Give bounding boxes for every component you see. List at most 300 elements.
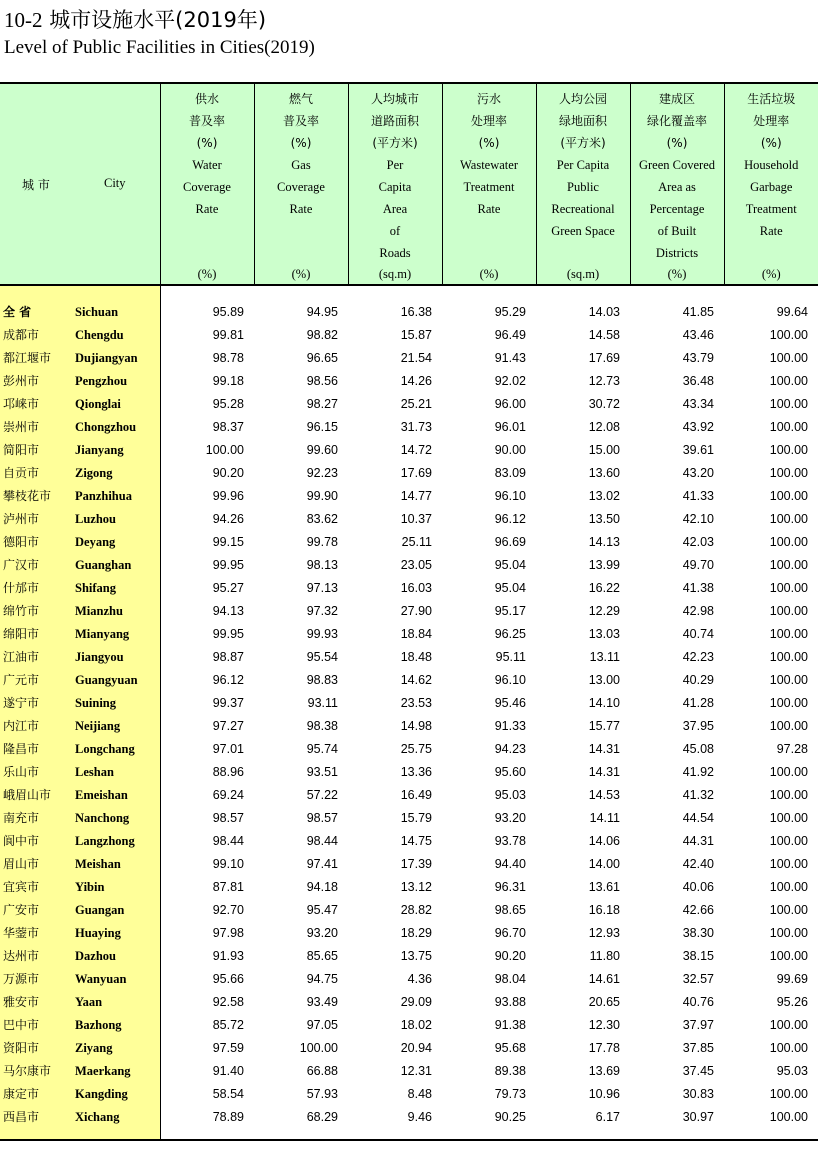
value-cell: 83.09 [494,466,526,480]
value-cell: 16.38 [400,305,432,319]
value-cell: 16.49 [400,788,432,802]
value-cell: 93.88 [494,995,526,1009]
value-cell: 93.51 [306,765,338,779]
value-cell: 97.01 [212,742,244,756]
value-cell: 13.50 [588,512,620,526]
city-name-zh: 乐山市 [3,765,40,779]
column-header [348,83,442,285]
table-row [0,1106,818,1139]
column-header-en-line: Percentage [649,202,705,216]
table-row [0,807,818,830]
value-cell: 91.93 [212,949,244,963]
column-header [630,83,724,285]
value-cell: 98.57 [212,811,244,825]
value-cell: 12.73 [588,374,620,388]
value-cell: 40.74 [682,627,714,641]
value-cell: 90.20 [494,949,526,963]
table-row [0,784,818,807]
value-cell: 14.00 [588,857,620,871]
city-name-zh: 成都市 [3,328,40,342]
city-name-zh: 内江市 [3,719,40,733]
value-cell: 14.10 [588,696,620,710]
value-cell: 98.56 [306,374,338,388]
value-cell: 92.70 [212,903,244,917]
value-cell: 44.54 [682,811,714,825]
bottom-rule [0,1139,818,1141]
value-cell: 12.30 [588,1018,620,1032]
column-header-en-line: Rate [289,202,313,216]
value-cell: 97.59 [212,1041,244,1055]
value-cell: 99.96 [212,489,244,503]
column-header-en-line: Treatment [745,202,797,216]
value-cell: 14.13 [588,535,620,549]
value-cell: 40.76 [682,995,714,1009]
column-header-en-line: of [389,224,401,238]
value-cell: 100.00 [769,604,808,618]
value-cell: 100.00 [769,466,808,480]
value-cell: 14.58 [588,328,620,342]
table-row [0,1083,818,1106]
city-name-en: Deyang [75,535,116,549]
table-row [0,968,818,991]
value-cell: 96.70 [494,926,526,940]
column-unit: (%) [291,267,311,281]
city-name-en: Sichuan [75,305,119,319]
value-cell: 14.03 [588,305,620,319]
value-cell: 98.82 [306,328,338,342]
city-cell [0,554,160,577]
city-name-zh: 阆中市 [3,834,40,848]
value-cell: 88.96 [212,765,244,779]
city-name-zh: 资阳市 [3,1041,40,1055]
city-cell [0,285,160,324]
column-header-en-line: Capita [378,180,412,194]
city-name-en: Meishan [75,857,121,871]
value-cell: 95.04 [494,558,526,572]
value-cell: 13.61 [588,880,620,894]
value-cell: 97.98 [212,926,244,940]
table-row [0,945,818,968]
city-name-en: Guangyuan [75,673,138,687]
value-cell: 99.10 [212,857,244,871]
column-header [160,83,254,285]
value-cell: 41.33 [682,489,714,503]
table-row [0,715,818,738]
value-cell: 95.03 [494,788,526,802]
city-name-en: Pengzhou [75,374,128,388]
value-cell: 96.15 [306,420,338,434]
value-cell: 37.97 [682,1018,714,1032]
value-cell: 12.08 [588,420,620,434]
value-cell: 57.93 [306,1087,338,1101]
city-name-en: Emeishan [75,788,128,802]
city-name-en: Qionglai [75,397,121,411]
value-cell: 17.39 [400,857,432,871]
value-cell: 93.11 [307,696,338,710]
city-name-zh: 广安市 [3,903,40,917]
city-cell [0,876,160,899]
page-title-en: Level of Public Facilities in Cities(2019) [4,37,315,58]
value-cell: 4.36 [407,972,432,986]
value-cell: 12.31 [400,1064,432,1078]
city-cell [0,324,160,347]
city-name-en: Luzhou [75,512,116,526]
value-cell: 96.12 [212,673,244,687]
city-name-zh: 崇州市 [3,420,40,434]
value-cell: 11.80 [589,949,620,963]
city-name-zh: 峨眉山市 [3,788,52,802]
value-cell: 41.32 [682,788,714,802]
city-name-en: Zigong [75,466,113,480]
city-name-en: Jianyang [75,443,124,457]
value-cell: 15.77 [588,719,620,733]
city-cell [0,393,160,416]
column-header-en-line: Treatment [463,180,515,194]
city-name-zh: 广元市 [3,673,40,687]
value-cell: 40.06 [682,880,714,894]
value-cell: 15.00 [588,443,620,457]
value-cell: 95.60 [494,765,526,779]
value-cell: 31.73 [400,420,432,434]
table-row [0,830,818,853]
column-header-zh-line: 普及率 [188,114,225,128]
value-cell: 29.09 [400,995,432,1009]
value-cell: 43.46 [682,328,714,342]
value-cell: 93.78 [494,834,526,848]
column-header-zh-line: (%) [666,136,688,150]
value-cell: 95.47 [306,903,338,917]
value-cell: 41.85 [682,305,714,319]
value-cell: 96.12 [494,512,526,526]
value-cell: 85.72 [212,1018,244,1032]
table-row [0,1037,818,1060]
column-header [724,83,818,285]
column-unit: (%) [197,267,217,281]
table-row [0,623,818,646]
city-cell [0,669,160,692]
title-zh-text: 城市设施水平(2019年) [49,8,267,32]
value-cell: 18.84 [400,627,432,641]
column-header-zh-line: 处理率 [470,114,507,128]
value-cell: 92.02 [494,374,526,388]
value-cell: 99.95 [212,627,244,641]
column-header-zh-line: 绿地面积 [558,114,607,128]
value-cell: 43.20 [682,466,714,480]
value-cell: 8.48 [407,1087,432,1101]
value-cell: 100.00 [769,558,808,572]
column-header-zh-line: 绿化覆盖率 [646,114,707,128]
city-cell [0,347,160,370]
value-cell: 93.49 [306,995,338,1009]
value-cell: 14.72 [400,443,432,457]
value-cell: 100.00 [769,857,808,871]
city-name-zh: 万源市 [3,972,40,986]
value-cell: 41.38 [682,581,714,595]
value-cell: 42.98 [682,604,714,618]
value-cell: 17.78 [588,1041,620,1055]
column-header-en-line: Garbage [750,180,793,194]
city-cell [0,1037,160,1060]
column-header-en-line: Area as [658,180,696,194]
value-cell: 79.73 [494,1087,526,1101]
city-name-en: Suining [75,696,117,710]
city-name-zh: 简阳市 [3,443,40,457]
city-name-en: Xichang [75,1110,120,1124]
value-cell: 100.00 [769,903,808,917]
value-cell: 27.90 [400,604,432,618]
value-cell: 25.75 [400,742,432,756]
column-header-zh-line: 道路面积 [370,114,419,128]
city-name-en: Neijiang [75,719,121,733]
city-cell [0,853,160,876]
value-cell: 100.00 [299,1041,338,1055]
table-row [0,692,818,715]
city-name-en: Dujiangyan [75,351,138,365]
column-header-zh-line: (%) [196,136,218,150]
table-row [0,485,818,508]
value-cell: 68.29 [306,1110,338,1124]
column-header-en-line: Household [744,158,799,172]
value-cell: 100.00 [769,443,808,457]
value-cell: 13.00 [588,673,620,687]
city-name-en: Jiangyou [75,650,124,664]
value-cell: 17.69 [588,351,620,365]
value-cell: 91.40 [212,1064,244,1078]
value-cell: 98.87 [212,650,244,664]
value-cell: 41.28 [682,696,714,710]
value-cell: 96.01 [494,420,526,434]
value-cell: 90.20 [212,466,244,480]
value-cell: 98.27 [306,397,338,411]
column-header-en-line: Coverage [183,180,231,194]
value-cell: 38.30 [682,926,714,940]
value-cell: 100.00 [769,535,808,549]
value-cell: 98.78 [212,351,244,365]
value-cell: 94.40 [494,857,526,871]
table-row [0,416,818,439]
facilities-table [0,82,818,1139]
column-header [442,83,536,285]
column-header-zh-line: 供水 [194,92,219,106]
value-cell: 16.03 [400,581,432,595]
city-name-zh: 南充市 [3,811,40,825]
city-cell [0,623,160,646]
value-cell: 96.10 [494,489,526,503]
city-name-zh: 达州市 [3,949,40,963]
value-cell: 18.48 [400,650,432,664]
city-name-en: Mianyang [75,627,130,641]
table-row [0,439,818,462]
city-name-zh: 西昌市 [3,1110,40,1124]
value-cell: 98.57 [306,811,338,825]
value-cell: 37.85 [682,1041,714,1055]
value-cell: 100.00 [769,512,808,526]
value-cell: 92.23 [306,466,338,480]
value-cell: 100.00 [769,397,808,411]
city-name-en: Chongzhou [75,420,137,434]
city-cell [0,692,160,715]
column-unit: (sq.m) [378,267,412,281]
city-name-en: Bazhong [75,1018,122,1032]
city-name-en: Nanchong [75,811,130,825]
value-cell: 95.04 [494,581,526,595]
value-cell: 96.25 [494,627,526,641]
city-name-zh: 宜宾市 [3,880,40,894]
value-cell: 100.00 [769,627,808,641]
value-cell: 100.00 [769,374,808,388]
city-name-en: Huaying [75,926,121,940]
city-cell [0,968,160,991]
value-cell: 37.95 [682,719,714,733]
column-header-en-line: Rate [759,224,783,238]
city-name-en: Leshan [75,765,114,779]
value-cell: 18.29 [400,926,432,940]
value-cell: 42.10 [682,512,714,526]
table-row [0,646,818,669]
column-header-zh-line: 人均公园 [558,92,607,106]
value-cell: 42.23 [682,650,714,664]
city-name-en: Langzhong [75,834,135,848]
value-cell: 13.60 [588,466,620,480]
value-cell: 94.75 [306,972,338,986]
table-number: 10-2 [4,8,43,32]
value-cell: 43.79 [682,351,714,365]
city-name-zh: 隆昌市 [3,742,40,756]
table-row [0,393,818,416]
value-cell: 99.78 [306,535,338,549]
value-cell: 15.87 [400,328,432,342]
city-name-zh: 马尔康市 [3,1064,52,1078]
value-cell: 95.17 [494,604,526,618]
city-name-zh: 彭州市 [3,374,40,388]
city-cell [0,1014,160,1037]
city-header-zh: 城 市 [22,178,50,192]
value-cell: 58.54 [212,1087,244,1101]
value-cell: 100.00 [769,880,808,894]
table-row [0,669,818,692]
value-cell: 9.46 [407,1110,432,1124]
table-row [0,761,818,784]
value-cell: 12.93 [588,926,620,940]
city-name-en: Guangan [75,903,125,917]
value-cell: 43.92 [682,420,714,434]
column-header-en-line: Per [386,158,404,172]
column-header-en-line: Wastewater [460,158,518,172]
column-header-en-line: Gas [291,158,311,172]
city-name-zh: 绵竹市 [3,604,40,618]
column-header-en-line: Roads [379,246,411,260]
value-cell: 42.66 [682,903,714,917]
value-cell: 97.05 [306,1018,338,1032]
value-cell: 13.75 [400,949,432,963]
value-cell: 99.15 [212,535,244,549]
value-cell: 37.45 [682,1064,714,1078]
value-cell: 85.65 [306,949,338,963]
city-name-zh: 康定市 [3,1087,40,1101]
value-cell: 100.00 [769,926,808,940]
value-cell: 100.00 [769,696,808,710]
column-header-en-line: Per Capita [556,158,610,172]
value-cell: 43.34 [682,397,714,411]
value-cell: 98.65 [494,903,526,917]
table-row [0,899,818,922]
value-cell: 40.29 [682,673,714,687]
value-cell: 98.44 [212,834,244,848]
value-cell: 98.44 [306,834,338,848]
city-cell [0,508,160,531]
value-cell: 97.28 [776,742,808,756]
value-cell: 98.04 [494,972,526,986]
city-cell [0,462,160,485]
value-cell: 95.46 [494,696,526,710]
city-cell [0,439,160,462]
column-header-zh-line: 燃气 [288,92,313,106]
column-header-en-line: Recreational [551,202,615,216]
column-header-en-line: Water [192,158,222,172]
value-cell: 96.10 [494,673,526,687]
city-name-zh: 广汉市 [3,558,40,572]
value-cell: 99.81 [212,328,244,342]
column-unit: (%) [479,267,499,281]
table-row [0,508,818,531]
value-cell: 96.69 [494,535,526,549]
city-name-zh: 巴中市 [3,1018,40,1032]
column-header-en-line: Public [567,180,599,194]
table-row [0,347,818,370]
value-cell: 98.37 [212,420,244,434]
value-cell: 100.00 [769,1110,808,1124]
value-cell: 14.62 [400,673,432,687]
city-name-zh: 绵阳市 [3,627,40,641]
city-name-zh: 都江堰市 [3,351,52,365]
value-cell: 95.29 [494,305,526,319]
value-cell: 91.43 [494,351,526,365]
table-row [0,1060,818,1083]
value-cell: 30.72 [588,397,620,411]
city-name-zh: 江油市 [3,650,40,664]
value-cell: 69.24 [212,788,244,802]
city-name-en: Ziyang [75,1041,113,1055]
value-cell: 100.00 [769,351,808,365]
value-cell: 49.70 [682,558,714,572]
table-row [0,853,818,876]
city-cell [0,761,160,784]
value-cell: 30.97 [682,1110,714,1124]
city-name-zh: 自贡市 [3,466,40,480]
column-header-en-line: of Built [657,224,697,238]
city-name-zh: 眉山市 [3,857,40,871]
value-cell: 87.81 [212,880,244,894]
city-cell [0,485,160,508]
value-cell: 41.92 [682,765,714,779]
column-header-zh-line: (%) [478,136,500,150]
value-cell: 95.11 [495,650,526,664]
table-row [0,738,818,761]
page-title-zh [4,4,266,34]
city-cell [0,784,160,807]
value-cell: 91.33 [494,719,526,733]
column-header-zh-line: 处理率 [753,114,790,128]
value-cell: 28.82 [400,903,432,917]
value-cell: 23.53 [400,696,432,710]
value-cell: 97.27 [212,719,244,733]
value-cell: 93.20 [306,926,338,940]
value-cell: 21.54 [400,351,432,365]
value-cell: 99.90 [306,489,338,503]
value-cell: 98.38 [306,719,338,733]
city-cell [0,577,160,600]
city-header-en: City [104,176,126,190]
